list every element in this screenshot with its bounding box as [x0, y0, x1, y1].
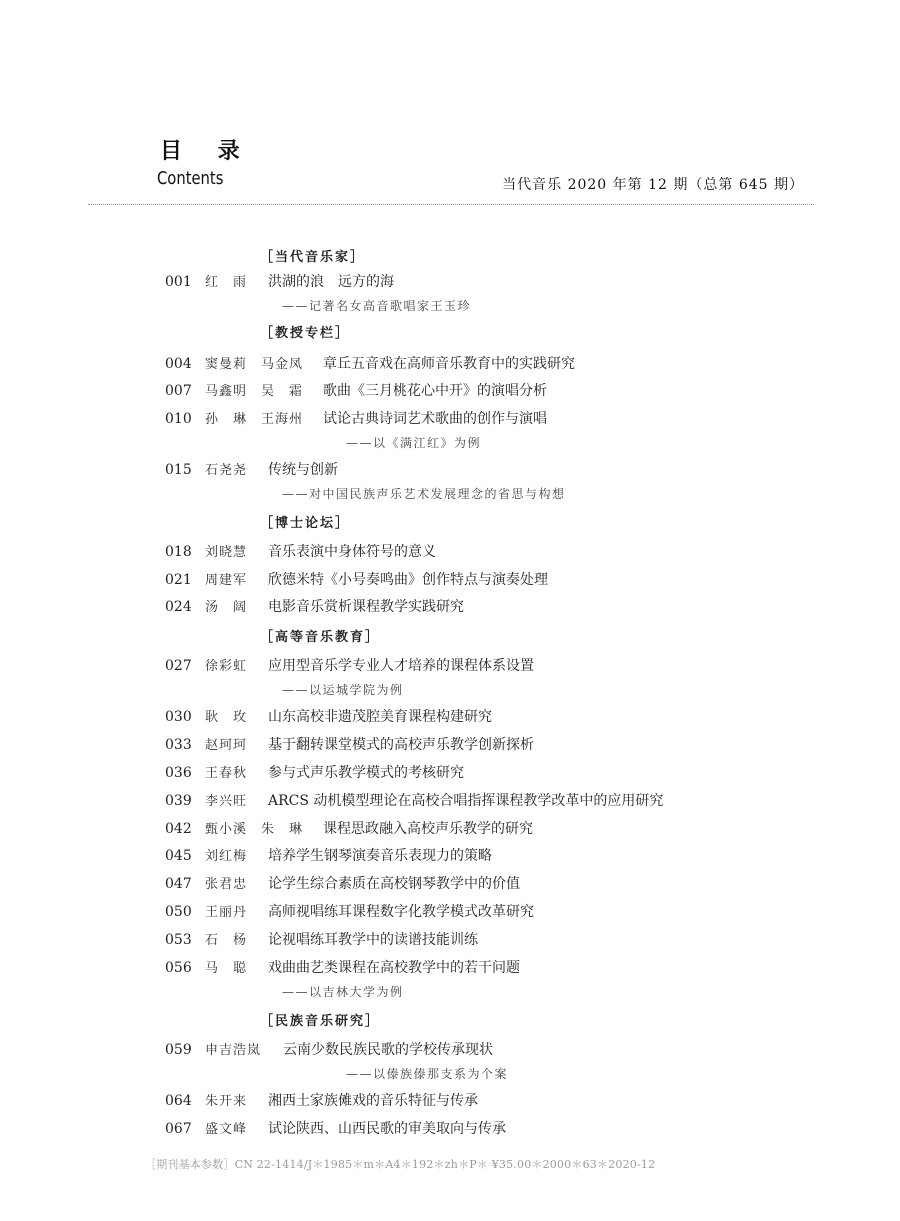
entry-title: 高师视唱练耳课程数字化教学模式改革研究 — [268, 904, 534, 920]
toc-entry[interactable] — [165, 707, 492, 728]
toc-entry[interactable] — [165, 874, 520, 895]
page-number: 004 — [165, 356, 192, 372]
entry-author: 刘晓慧 — [205, 545, 248, 560]
entry-title: 试论陕西、山西民歌的审美取向与传承 — [268, 1121, 506, 1137]
toc-entry[interactable] — [165, 409, 547, 430]
page-number: 001 — [165, 274, 192, 290]
page-number: 050 — [165, 904, 192, 920]
entry-author: 红 雨 — [205, 275, 248, 290]
toc-entry[interactable] — [165, 958, 520, 979]
entry-subtitle: ——以傣族傣那支系为个案 — [346, 1067, 509, 1081]
page-number: 024 — [165, 599, 192, 615]
section-heading: ［教授专栏］ — [260, 326, 351, 341]
entry-title: 音乐表演中身体符号的意义 — [268, 544, 436, 560]
page-number: 030 — [165, 709, 192, 725]
toc-entry[interactable] — [165, 930, 478, 951]
section-heading: ［当代音乐家］ — [260, 250, 366, 265]
section-heading: ［民族音乐研究］ — [260, 1014, 381, 1029]
entry-author: 朱开来 — [205, 1094, 248, 1109]
toc-entry[interactable] — [165, 272, 394, 293]
entry-subtitle: ——以运城学院为例 — [282, 683, 404, 697]
entry-author: 石尧尧 — [205, 463, 248, 478]
page-number: 045 — [165, 848, 192, 864]
entry-title: 论学生综合素质在高校钢琴教学中的价值 — [268, 876, 520, 892]
entry-author: 石 杨 — [205, 933, 248, 948]
toc-entry[interactable] — [165, 1119, 506, 1140]
toc-entry[interactable] — [165, 1040, 493, 1061]
page-number: 010 — [165, 411, 192, 427]
toc-entry[interactable] — [165, 902, 534, 923]
page-number: 007 — [165, 383, 192, 399]
entry-author: 张君忠 — [205, 877, 248, 892]
toc-entry[interactable] — [165, 656, 534, 677]
entry-author: 申吉浩岚 — [205, 1043, 262, 1058]
entry-title: 传统与创新 — [268, 462, 338, 478]
page-title: 目 录 — [160, 139, 254, 164]
entry-author: 刘红梅 — [205, 849, 248, 864]
toc-entry[interactable] — [165, 597, 464, 618]
entry-subtitle: ——记著名女高音歌唱家王玉珍 — [282, 299, 472, 313]
section-heading: ［高等音乐教育］ — [260, 630, 381, 645]
toc-entry[interactable] — [165, 735, 534, 756]
toc-entry[interactable] — [165, 791, 663, 812]
entry-author: 耿 玫 — [205, 710, 248, 725]
entry-author: 王丽丹 — [205, 905, 248, 920]
entry-title: 课程思政融入高校声乐教学的研究 — [323, 821, 533, 837]
entry-title: 章丘五音戏在高师音乐教育中的实践研究 — [323, 356, 575, 372]
page-number: 018 — [165, 544, 192, 560]
toc-entry[interactable] — [165, 1091, 478, 1112]
entry-title: 电影音乐赏析课程教学实践研究 — [268, 599, 464, 615]
entry-author: 窦曼莉 马金凤 — [205, 357, 304, 372]
issue-info: 当代音乐 2020 年第 12 期（总第 645 期） — [502, 177, 804, 193]
toc-entry[interactable] — [165, 460, 338, 481]
journal-parameters: ［期刊基本参数］CN 22-1414/J＊1985＊m＊A4＊192＊zh＊P＊ ¥35.00＊2000＊63＊2020-12 — [145, 1158, 656, 1171]
entry-title: 歌曲《三月桃花心中开》的演唱分析 — [323, 383, 547, 399]
entry-author: 孙 琳 王海州 — [205, 412, 304, 427]
entry-title: 戏曲曲艺类课程在高校教学中的若干问题 — [268, 960, 520, 976]
entry-title: 欣德米特《小号奏鸣曲》创作特点与演奏处理 — [268, 572, 548, 588]
contents-label: Contents — [157, 168, 224, 189]
toc-entry[interactable] — [165, 354, 575, 375]
toc-entry[interactable] — [165, 846, 492, 867]
entry-author: 周建军 — [205, 573, 248, 588]
toc-entry[interactable] — [165, 763, 464, 784]
entry-author: 王春秋 — [205, 766, 248, 781]
page-number: 036 — [165, 765, 192, 781]
page-number: 027 — [165, 658, 192, 674]
entry-title: 湘西土家族傩戏的音乐特征与传承 — [268, 1093, 478, 1109]
entry-author: 盛文峰 — [205, 1122, 248, 1137]
page-number: 056 — [165, 960, 192, 976]
entry-author: 李兴旺 — [205, 794, 248, 809]
entry-title: 基于翻转课堂模式的高校声乐教学创新探析 — [268, 737, 534, 753]
entry-subtitle: ——对中国民族声乐艺术发展理念的省思与构想 — [282, 487, 566, 501]
entry-title: ARCS 动机模型理论在高校合唱指挥课程教学改革中的应用研究 — [268, 793, 664, 809]
entry-author: 徐彩虹 — [205, 659, 248, 674]
entry-title: 参与式声乐教学模式的考核研究 — [268, 765, 464, 781]
entry-title: 应用型音乐学专业人才培养的课程体系设置 — [268, 658, 534, 674]
entry-author: 汤 阔 — [205, 600, 248, 615]
entry-title: 试论古典诗词艺术歌曲的创作与演唱 — [323, 411, 547, 427]
section-heading: ［博士论坛］ — [260, 516, 351, 531]
page-number: 064 — [165, 1093, 192, 1109]
toc-entry[interactable] — [165, 570, 548, 591]
entry-author: 马鑫明 吴 霜 — [205, 384, 304, 399]
entry-subtitle: ——以《满江红》为例 — [346, 436, 482, 450]
entry-author: 甄小溪 朱 琳 — [205, 822, 304, 837]
page-number: 015 — [165, 462, 192, 478]
entry-title: 山东高校非遗茂腔美育课程构建研究 — [268, 709, 492, 725]
entry-subtitle: ——以吉林大学为例 — [282, 985, 404, 999]
toc-entry[interactable] — [165, 381, 547, 402]
page-number: 059 — [165, 1042, 192, 1058]
entry-title: 论视唱练耳教学中的读谱技能训练 — [268, 932, 478, 948]
page-number: 033 — [165, 737, 192, 753]
page-number: 067 — [165, 1121, 192, 1137]
entry-author: 赵珂珂 — [205, 738, 248, 753]
entry-title: 洪湖的浪 远方的海 — [268, 274, 394, 290]
entry-author: 马 聪 — [205, 961, 248, 976]
entry-title: 云南少数民族民歌的学校传承现状 — [283, 1042, 493, 1058]
entry-title: 培养学生钢琴演奏音乐表现力的策略 — [268, 848, 492, 864]
page-number: 021 — [165, 572, 192, 588]
toc-entry[interactable] — [165, 542, 436, 563]
page-number: 047 — [165, 876, 192, 892]
dotted-divider — [88, 204, 814, 205]
page-number: 053 — [165, 932, 192, 948]
page-number: 042 — [165, 821, 192, 837]
page-number: 039 — [165, 793, 192, 809]
toc-entry[interactable] — [165, 819, 533, 840]
